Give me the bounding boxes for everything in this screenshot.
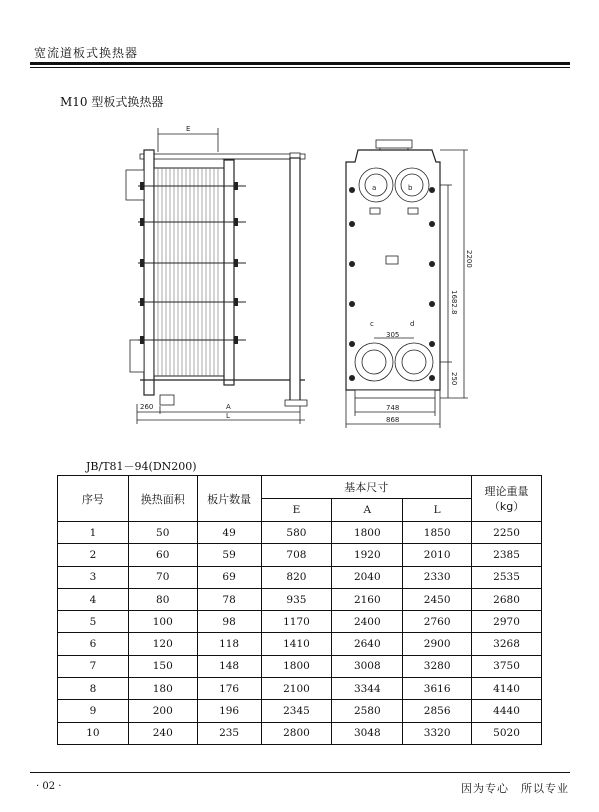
table-cell: 1800	[261, 655, 332, 677]
table-cell: 7	[58, 655, 129, 677]
header-weight	[472, 476, 542, 522]
table-cell: 2040	[332, 566, 403, 588]
table-cell: 98	[197, 611, 261, 633]
port-a-label: a	[372, 184, 377, 192]
port-c-label: c	[370, 320, 374, 328]
header-A: A	[332, 499, 403, 522]
table-row	[58, 633, 542, 655]
table-row	[58, 611, 542, 633]
model-title: M10 型板式换热器	[60, 95, 164, 109]
dim-2200-label: 2200	[465, 250, 473, 268]
dim-250-label: 250	[450, 372, 458, 386]
table-cell: 3616	[403, 678, 472, 700]
table-cell: 1	[58, 522, 129, 544]
table-row	[58, 544, 542, 566]
table-cell: 6	[58, 633, 129, 655]
header-L: L	[403, 499, 472, 522]
header-E: E	[261, 499, 332, 522]
footer-slogan: 因为专心 所以专业	[461, 782, 569, 795]
standard-label: JB/T81－94(DN200)	[86, 460, 197, 473]
table-cell: 935	[261, 588, 332, 610]
table-cell: 5020	[472, 722, 542, 744]
table-cell: 80	[128, 588, 197, 610]
table-cell: 4440	[472, 700, 542, 722]
table-cell: 2450	[403, 588, 472, 610]
table-row	[58, 655, 542, 677]
table-cell: 1850	[403, 522, 472, 544]
table-cell: 2400	[332, 611, 403, 633]
table-cell: 3750	[472, 655, 542, 677]
table-cell: 2330	[403, 566, 472, 588]
table-cell: 148	[197, 655, 261, 677]
table-cell: 235	[197, 722, 261, 744]
table-cell: 820	[261, 566, 332, 588]
dim-868-label: 868	[386, 416, 400, 424]
table-cell: 50	[128, 522, 197, 544]
table-cell: 2580	[332, 700, 403, 722]
table-cell: 3048	[332, 722, 403, 744]
table-cell: 2	[58, 544, 129, 566]
header-basic-dims: 基本尺寸	[261, 476, 472, 499]
table-row	[58, 588, 542, 610]
header-title: 宽流道板式换热器	[34, 46, 139, 60]
table-cell: 4140	[472, 678, 542, 700]
table-cell: 3320	[403, 722, 472, 744]
table-cell: 2680	[472, 588, 542, 610]
table-row	[58, 522, 542, 544]
table-row	[58, 566, 542, 588]
table-cell: 3344	[332, 678, 403, 700]
page-number: · 02 ·	[36, 781, 62, 792]
table-cell: 2900	[403, 633, 472, 655]
table-cell: 2760	[403, 611, 472, 633]
dim-A-label: A	[226, 403, 231, 411]
table-cell: 100	[128, 611, 197, 633]
table-cell: 2100	[261, 678, 332, 700]
table-row	[58, 700, 542, 722]
table-cell: 3008	[332, 655, 403, 677]
table-cell: 120	[128, 633, 197, 655]
table-cell: 8	[58, 678, 129, 700]
header-plates: 板片数量	[197, 476, 261, 522]
table-cell: 78	[197, 588, 261, 610]
table-cell: 3	[58, 566, 129, 588]
table-cell: 5	[58, 611, 129, 633]
table-cell: 2970	[472, 611, 542, 633]
table-cell: 1920	[332, 544, 403, 566]
table-cell: 2010	[403, 544, 472, 566]
table-cell: 2385	[472, 544, 542, 566]
table-cell: 49	[197, 522, 261, 544]
side-view	[126, 125, 307, 424]
table-cell: 2160	[332, 588, 403, 610]
table-cell: 3280	[403, 655, 472, 677]
dim-E-label: E	[186, 125, 191, 133]
table-cell: 59	[197, 544, 261, 566]
table-cell: 2800	[261, 722, 332, 744]
table-cell: 2250	[472, 522, 542, 544]
header-area: 换热面积	[128, 476, 197, 522]
table-cell: 1170	[261, 611, 332, 633]
table-row	[58, 678, 542, 700]
table-cell: 2640	[332, 633, 403, 655]
table-row	[58, 722, 542, 744]
port-d-label: d	[410, 320, 415, 328]
header-weight-unit: （kg）	[488, 499, 525, 513]
table-cell: 150	[128, 655, 197, 677]
table-cell: 180	[128, 678, 197, 700]
spec-table	[57, 475, 542, 745]
dim-748-label: 748	[386, 404, 400, 412]
table-cell: 10	[58, 722, 129, 744]
table-cell: 200	[128, 700, 197, 722]
dim-1682-8-label: 1682.8	[450, 290, 458, 315]
dim-L-label: L	[226, 412, 230, 420]
footer-rule	[30, 772, 570, 773]
table-cell: 118	[197, 633, 261, 655]
table-cell: 60	[128, 544, 197, 566]
header-weight-label: 理论重量	[484, 484, 529, 498]
table-cell: 69	[197, 566, 261, 588]
table-cell: 1410	[261, 633, 332, 655]
table-cell: 2345	[261, 700, 332, 722]
table-cell: 70	[128, 566, 197, 588]
port-b-label: b	[408, 184, 413, 192]
table-cell: 2856	[403, 700, 472, 722]
table-cell: 196	[197, 700, 261, 722]
table-cell: 240	[128, 722, 197, 744]
table-cell: 1800	[332, 522, 403, 544]
table-cell: 9	[58, 700, 129, 722]
front-view	[346, 140, 473, 428]
header-seq: 序号	[58, 476, 129, 522]
table-cell: 580	[261, 522, 332, 544]
table-cell: 708	[261, 544, 332, 566]
dim-260-label: 260	[140, 403, 154, 411]
spec-table-body	[58, 522, 542, 745]
table-cell: 4	[58, 588, 129, 610]
table-cell: 176	[197, 678, 261, 700]
table-cell: 2535	[472, 566, 542, 588]
dim-305-label: 305	[386, 331, 400, 339]
table-cell: 3268	[472, 633, 542, 655]
